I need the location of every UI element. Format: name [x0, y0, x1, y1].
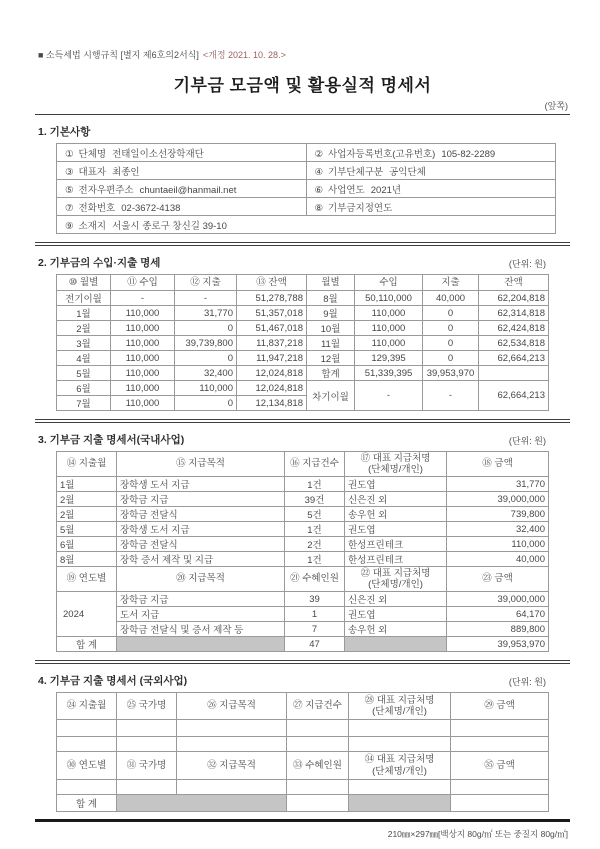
field-num: ⑥ [314, 184, 324, 196]
field-phone [57, 198, 307, 216]
s2-cell: 0 [423, 351, 479, 366]
s4-col-header: ㉙ 금액 [451, 693, 549, 720]
s2-cell: 129,395 [355, 351, 423, 366]
s2-cell: - [175, 291, 237, 306]
section3-header [38, 432, 570, 447]
section2-heading: 2. 기부금의 수입·지출 명세 [38, 257, 161, 269]
header-line: ㉒ 대표 지급처명 [360, 567, 431, 579]
field-org-type [306, 162, 556, 180]
s2-cell: 110,000 [111, 381, 175, 396]
page-bottom-rule [35, 819, 570, 822]
table-row [57, 306, 549, 321]
s2-cell: 51,467,018 [237, 321, 307, 336]
s2-cell: 110,000 [355, 306, 423, 321]
s2-cell: 51,278,788 [237, 291, 307, 306]
table-row [57, 216, 556, 234]
s2-cell: 0 [423, 306, 479, 321]
field-label: 대표자 [78, 166, 107, 178]
s3-cell: 신은진 외 [345, 492, 447, 507]
s2-cell: 7월 [57, 396, 111, 411]
s2-cell: 5월 [57, 366, 111, 381]
field-label: 소재지 [78, 220, 107, 232]
s2-total-label: 합계 [307, 366, 355, 381]
field-value: 최종인 [112, 166, 140, 178]
page-title: 기부금 모금액 및 활용실적 명세서 [173, 76, 432, 95]
s3-col-header: ⑳ 지급목적 [117, 567, 285, 592]
field-num: ⑦ [65, 202, 74, 214]
empty-cell [451, 720, 549, 737]
s3-cell: 39 [285, 592, 345, 607]
table-row [57, 780, 549, 795]
s2-cell: 11,837,218 [237, 336, 307, 351]
table-row [57, 492, 549, 507]
s2-cell: 31,770 [175, 306, 237, 321]
table-row [57, 180, 556, 198]
empty-cell [287, 737, 349, 752]
s2-carryover-balance: 62,664,213 [479, 381, 549, 411]
s3-cell: 6월 [57, 537, 117, 552]
s3-col-header [345, 567, 447, 592]
table-header-row [57, 452, 549, 477]
table-row [57, 162, 556, 180]
overseas-expense-table [56, 692, 549, 812]
empty-cell [349, 737, 451, 752]
s4-col-header: ㉜ 지급목적 [177, 752, 287, 780]
field-label: 사업연도 [328, 184, 365, 196]
empty-cell [287, 780, 349, 795]
header-line: ㉞ 대표 지급처명 [364, 754, 435, 766]
s2-col-header: 지출 [423, 275, 479, 291]
empty-cell [177, 720, 287, 737]
s2-cell: 110,000 [111, 306, 175, 321]
basic-info-table [56, 143, 556, 234]
s3-col-header [345, 452, 447, 477]
s4-col-header: ㉗ 지급건수 [287, 693, 349, 720]
s3-cell: 39건 [285, 492, 345, 507]
s2-cell: 110,000 [111, 336, 175, 351]
s2-cell: 12,134,818 [237, 396, 307, 411]
s2-col-header: ⑫ 지출 [175, 275, 237, 291]
s3-cell: 40,000 [447, 552, 549, 567]
s2-cell: 0 [175, 396, 237, 411]
s2-cell: 0 [423, 336, 479, 351]
field-label: 기부단체구분 [328, 166, 384, 178]
s4-col-header: ㉟ 금액 [451, 752, 549, 780]
table-row [57, 720, 549, 737]
empty-cell [177, 737, 287, 752]
table-row [57, 291, 549, 306]
table-header-row [57, 275, 549, 291]
s2-total-expense: 39,953,970 [423, 366, 479, 381]
table-row [57, 381, 549, 396]
section2-header [38, 255, 570, 270]
s2-cell: 40,000 [423, 291, 479, 306]
domestic-expense-table [56, 451, 549, 652]
s3-total-label: 합 계 [57, 637, 117, 652]
s4-col-header: ㉝ 수혜인원 [287, 752, 349, 780]
s2-carryover-label: 차기이월 [307, 381, 355, 411]
section4-unit-label: (단위: 원) [508, 677, 546, 687]
empty-cell [57, 737, 117, 752]
table-row [57, 737, 549, 752]
s2-cell: - [111, 291, 175, 306]
s4-shaded-cell [349, 795, 451, 812]
s3-cell: 권도엽 [345, 522, 447, 537]
s3-col-header: ㉑ 수혜인원 [285, 567, 345, 592]
section1-header [38, 124, 570, 139]
s3-cell: 장학금 전달식 및 증서 제작 등 [117, 622, 285, 637]
empty-cell [287, 720, 349, 737]
section4-heading: 4. 기부금 지출 명세서 (국외사업) [38, 675, 188, 687]
s2-cell [479, 366, 549, 381]
header-line: (단체명/개인) [372, 765, 427, 777]
s3-total-amount: 39,953,970 [447, 637, 549, 652]
empty-cell [287, 795, 349, 812]
s3-cell: 8월 [57, 552, 117, 567]
field-label: 단체명 [78, 148, 107, 160]
section-divider [35, 660, 570, 664]
empty-cell [451, 780, 549, 795]
s3-cell: 권도엽 [345, 607, 447, 622]
s3-cell: 39,000,000 [447, 592, 549, 607]
s2-carryover-income: - [355, 381, 423, 411]
s4-shaded-cell [117, 795, 287, 812]
s2-cell: 39,739,800 [175, 336, 237, 351]
s3-col-header: ⑱ 금액 [447, 452, 549, 477]
s3-cell: 5건 [285, 507, 345, 522]
s3-cell: 1건 [285, 552, 345, 567]
table-row [57, 366, 549, 381]
s2-cell: 62,204,818 [479, 291, 549, 306]
s2-cell: 62,314,818 [479, 306, 549, 321]
s3-shaded-cell [345, 637, 447, 652]
table-row [57, 552, 549, 567]
empty-cell [349, 720, 451, 737]
table-header-row [57, 693, 549, 720]
header-line: (단체명/개인) [368, 464, 423, 475]
field-value: 105-82-2289 [441, 148, 496, 160]
s3-col-header: ⑭ 지출월 [57, 452, 117, 477]
s3-col-header: ⑯ 지급건수 [285, 452, 345, 477]
field-value: 서울시 종로구 창신길 39-10 [112, 220, 227, 232]
form-notice-row [38, 48, 570, 61]
s3-cell: 한성프린테크 [345, 537, 447, 552]
s2-cell: 62,534,818 [479, 336, 549, 351]
s2-cell: 0 [175, 351, 237, 366]
header-line: (단체명/개인) [372, 706, 427, 717]
empty-cell [451, 737, 549, 752]
s2-cell: 11월 [307, 336, 355, 351]
field-value: 전태일이소선장학재단 [112, 148, 204, 160]
s3-total-count: 47 [285, 637, 345, 652]
s3-col-header: ㉓ 금액 [447, 567, 549, 592]
s2-total-income: 51,339,395 [355, 366, 423, 381]
table-row [57, 477, 549, 492]
s2-col-header: 수입 [355, 275, 423, 291]
field-num: ③ [65, 166, 74, 178]
s3-cell: 한성프린테크 [345, 552, 447, 567]
income-expense-table [56, 274, 549, 411]
field-business-year [306, 180, 556, 198]
empty-cell [57, 720, 117, 737]
s3-cell: 송우헌 외 [345, 622, 447, 637]
field-label: 사업자등록번호(고유번호) [328, 148, 436, 160]
s2-cell: 12,024,818 [237, 366, 307, 381]
s2-cell: 1월 [57, 306, 111, 321]
section2-unit-label: (단위: 원) [508, 259, 546, 269]
table-row [57, 336, 549, 351]
s4-total-label: 합 계 [57, 795, 117, 812]
s4-col-header: ㉖ 지급목적 [177, 693, 287, 720]
field-designation-year [306, 198, 556, 216]
header-line: ⑰ 대표 지급처명 [360, 452, 431, 464]
empty-cell [117, 720, 177, 737]
field-email [57, 180, 307, 198]
field-num: ⑧ [314, 202, 324, 214]
s2-cell: 0 [423, 321, 479, 336]
field-num: ① [65, 148, 74, 160]
s2-cell: 110,000 [355, 321, 423, 336]
s4-col-header [349, 752, 451, 780]
s2-carryover-expense: - [423, 381, 479, 411]
empty-cell [451, 795, 549, 812]
empty-cell [117, 737, 177, 752]
s2-cell: 110,000 [111, 396, 175, 411]
table-row [57, 507, 549, 522]
total-row [57, 795, 549, 812]
field-representative [57, 162, 307, 180]
field-num: ⑨ [65, 220, 74, 232]
s2-cell: 110,000 [175, 381, 237, 396]
s4-col-header [349, 693, 451, 720]
field-address [57, 216, 556, 234]
s3-cell: 장학금 지급 [117, 492, 285, 507]
s2-cell: 2월 [57, 321, 111, 336]
s3-cell: 신은진 외 [345, 592, 447, 607]
s2-col-header: ⑬ 잔액 [237, 275, 307, 291]
title-divider [35, 114, 570, 115]
s2-cell: 110,000 [111, 321, 175, 336]
table-row [57, 144, 556, 162]
s3-col-header: ⑮ 지급목적 [117, 452, 285, 477]
empty-cell [177, 780, 287, 795]
field-value: 2021년 [370, 184, 402, 196]
s3-cell: 39,000,000 [447, 492, 549, 507]
s2-col-header: 월별 [307, 275, 355, 291]
table-row [57, 321, 549, 336]
s2-cell: 9월 [307, 306, 355, 321]
s2-cell: 10월 [307, 321, 355, 336]
field-num: ② [314, 148, 324, 160]
s3-cell: 1월 [57, 477, 117, 492]
empty-cell [349, 780, 451, 795]
s2-cell: 32,400 [175, 366, 237, 381]
section3-heading: 3. 기부금 지출 명세서(국내사업) [38, 434, 185, 446]
table-row [57, 522, 549, 537]
paper-spec-note: 210㎜×297㎜[백상지 80g/㎡ 또는 중질지 80g/㎡] [387, 829, 568, 839]
s3-cell: 31,770 [447, 477, 549, 492]
s3-cell: 장학금 지급 [117, 592, 285, 607]
s3-cell: 2월 [57, 492, 117, 507]
field-label: 전자우편주소 [78, 184, 134, 196]
s2-cell: 6월 [57, 381, 111, 396]
s3-cell: 739,800 [447, 507, 549, 522]
form-notice: ■ 소득세법 시행규칙 [별지 제6호의2서식] [38, 50, 199, 60]
s3-year-cell: 2024 [57, 592, 117, 637]
table-row [57, 607, 549, 622]
table-row [57, 537, 549, 552]
s3-cell: 장학금 전달식 [117, 507, 285, 522]
field-label: 기부금지정연도 [328, 202, 393, 214]
s3-cell: 1건 [285, 477, 345, 492]
table-header-row [57, 567, 549, 592]
table-row [57, 622, 549, 637]
s3-cell: 도서 지급 [117, 607, 285, 622]
table-header-row [57, 752, 549, 780]
s3-cell: 장학생 도서 지급 [117, 477, 285, 492]
s3-cell: 장학생 도서 지급 [117, 522, 285, 537]
section1-heading: 1. 기본사항 [38, 126, 91, 138]
page-side-label: (앞쪽) [544, 101, 568, 111]
s3-cell: 2건 [285, 537, 345, 552]
empty-cell [117, 780, 177, 795]
s2-cell: 110,000 [355, 336, 423, 351]
field-value: chuntaeil@hanmail.net [139, 184, 237, 196]
s3-cell: 5월 [57, 522, 117, 537]
s2-cell: 110,000 [111, 366, 175, 381]
s2-cell: 12월 [307, 351, 355, 366]
s3-cell: 2월 [57, 507, 117, 522]
s2-cell: 8월 [307, 291, 355, 306]
field-value: 공익단체 [389, 166, 426, 178]
table-row [57, 198, 556, 216]
s3-cell: 장학금 전달식 [117, 537, 285, 552]
s3-cell: 권도엽 [345, 477, 447, 492]
field-org-name [57, 144, 307, 162]
s2-col-header: ⑪ 수입 [111, 275, 175, 291]
s3-cell: 1건 [285, 522, 345, 537]
s2-col-header: ⑩ 월별 [57, 275, 111, 291]
s4-col-header: ㉔ 지출월 [57, 693, 117, 720]
empty-cell [57, 780, 117, 795]
table-row [57, 351, 549, 366]
s3-cell: 장학 증서 제작 및 지급 [117, 552, 285, 567]
field-business-number [306, 144, 556, 162]
s2-cell: 110,000 [111, 351, 175, 366]
section-divider [35, 419, 570, 423]
s2-cell: 62,424,818 [479, 321, 549, 336]
table-row [57, 592, 549, 607]
s2-cell: 62,664,213 [479, 351, 549, 366]
field-label: 전화번호 [78, 202, 116, 214]
s4-col-header: ㉚ 연도별 [57, 752, 117, 780]
section4-header [38, 673, 570, 688]
s2-cell: 0 [175, 321, 237, 336]
field-value: 02-3672-4138 [121, 202, 181, 214]
s3-cell: 송우헌 외 [345, 507, 447, 522]
s3-cell: 1 [285, 607, 345, 622]
s3-cell: 32,400 [447, 522, 549, 537]
s3-shaded-cell [117, 637, 285, 652]
s4-col-header: ㉕ 국가명 [117, 693, 177, 720]
s2-cell: 전기이월 [57, 291, 111, 306]
s2-cell: 50,110,000 [355, 291, 423, 306]
s2-col-header: 잔액 [479, 275, 549, 291]
s3-cell: 110,000 [447, 537, 549, 552]
s2-cell: 4월 [57, 351, 111, 366]
total-row [57, 637, 549, 652]
header-line: ㉘ 대표 지급처명 [364, 694, 435, 706]
s2-cell: 3월 [57, 336, 111, 351]
revision-note: <개정 2021. 10. 28.> [202, 50, 286, 60]
s2-cell: 51,357,018 [237, 306, 307, 321]
section3-unit-label: (단위: 원) [508, 436, 546, 446]
field-num: ⑤ [65, 184, 74, 196]
field-num: ④ [314, 166, 324, 178]
s2-cell: 11,947,218 [237, 351, 307, 366]
s3-cell: 7 [285, 622, 345, 637]
s2-cell: 12,024,818 [237, 381, 307, 396]
s4-col-header: ㉛ 국가명 [117, 752, 177, 780]
s3-cell: 64,170 [447, 607, 549, 622]
section-divider [35, 242, 570, 246]
header-line: (단체명/개인) [368, 579, 423, 590]
s3-cell: 889,800 [447, 622, 549, 637]
s3-col-header: ⑲ 연도별 [57, 567, 117, 592]
